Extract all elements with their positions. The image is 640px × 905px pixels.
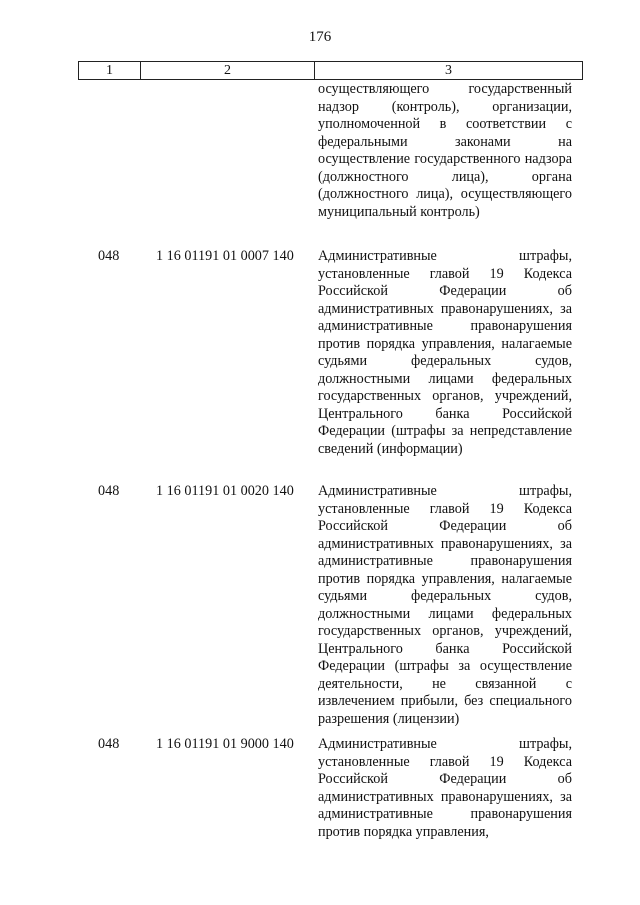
continuation-text: осуществляющего государственный надзор (контроль), организации, уполномоченной в соответствии с федеральными законами на осуществление государственного надзора (должностного лица), органа (должностного лица), осуществляющего муниципальный контроль): [318, 81, 572, 220]
page-number: 176: [308, 29, 332, 45]
kbk-code: 1 16 01191 01 9000 140: [156, 736, 294, 752]
row-description: Административные штрафы, установленные главой 19 Кодекса Российской Федерации об административных правонарушениях, за административные правонарушения против порядка управления, налагаемые судьями федеральных судов, должностными лицами федеральных государственных органов, учреждений, Центрального банка Российской Федерации (штрафы за непредставление сведений (информации): [318, 248, 572, 457]
admin-code: 048: [98, 483, 120, 499]
admin-code: 048: [98, 736, 120, 752]
column-header-3: 3: [315, 62, 583, 80]
kbk-code: 1 16 01191 01 0020 140: [156, 483, 294, 499]
row-description: Административные штрафы, установленные главой 19 Кодекса Российской Федерации об административных правонарушениях, за административные правонарушения против порядка управления, налагаемые судьями федеральных судов, должностными лицами федеральных государственных органов, учреждений, Центрального банка Российской Федерации (штрафы за осуществление деятельности, не связанной с извлечением прибыли, без специального разрешения (лицензии): [318, 483, 572, 727]
column-header-1: 1: [79, 62, 141, 80]
table-header: [78, 61, 583, 80]
kbk-code: 1 16 01191 01 0007 140: [156, 248, 294, 264]
column-header-2: 2: [141, 62, 315, 80]
admin-code: 048: [98, 248, 120, 264]
row-description: Административные штрафы, установленные главой 19 Кодекса Российской Федерации об административных правонарушениях, за административные правонарушения против порядка управления,: [318, 736, 572, 840]
